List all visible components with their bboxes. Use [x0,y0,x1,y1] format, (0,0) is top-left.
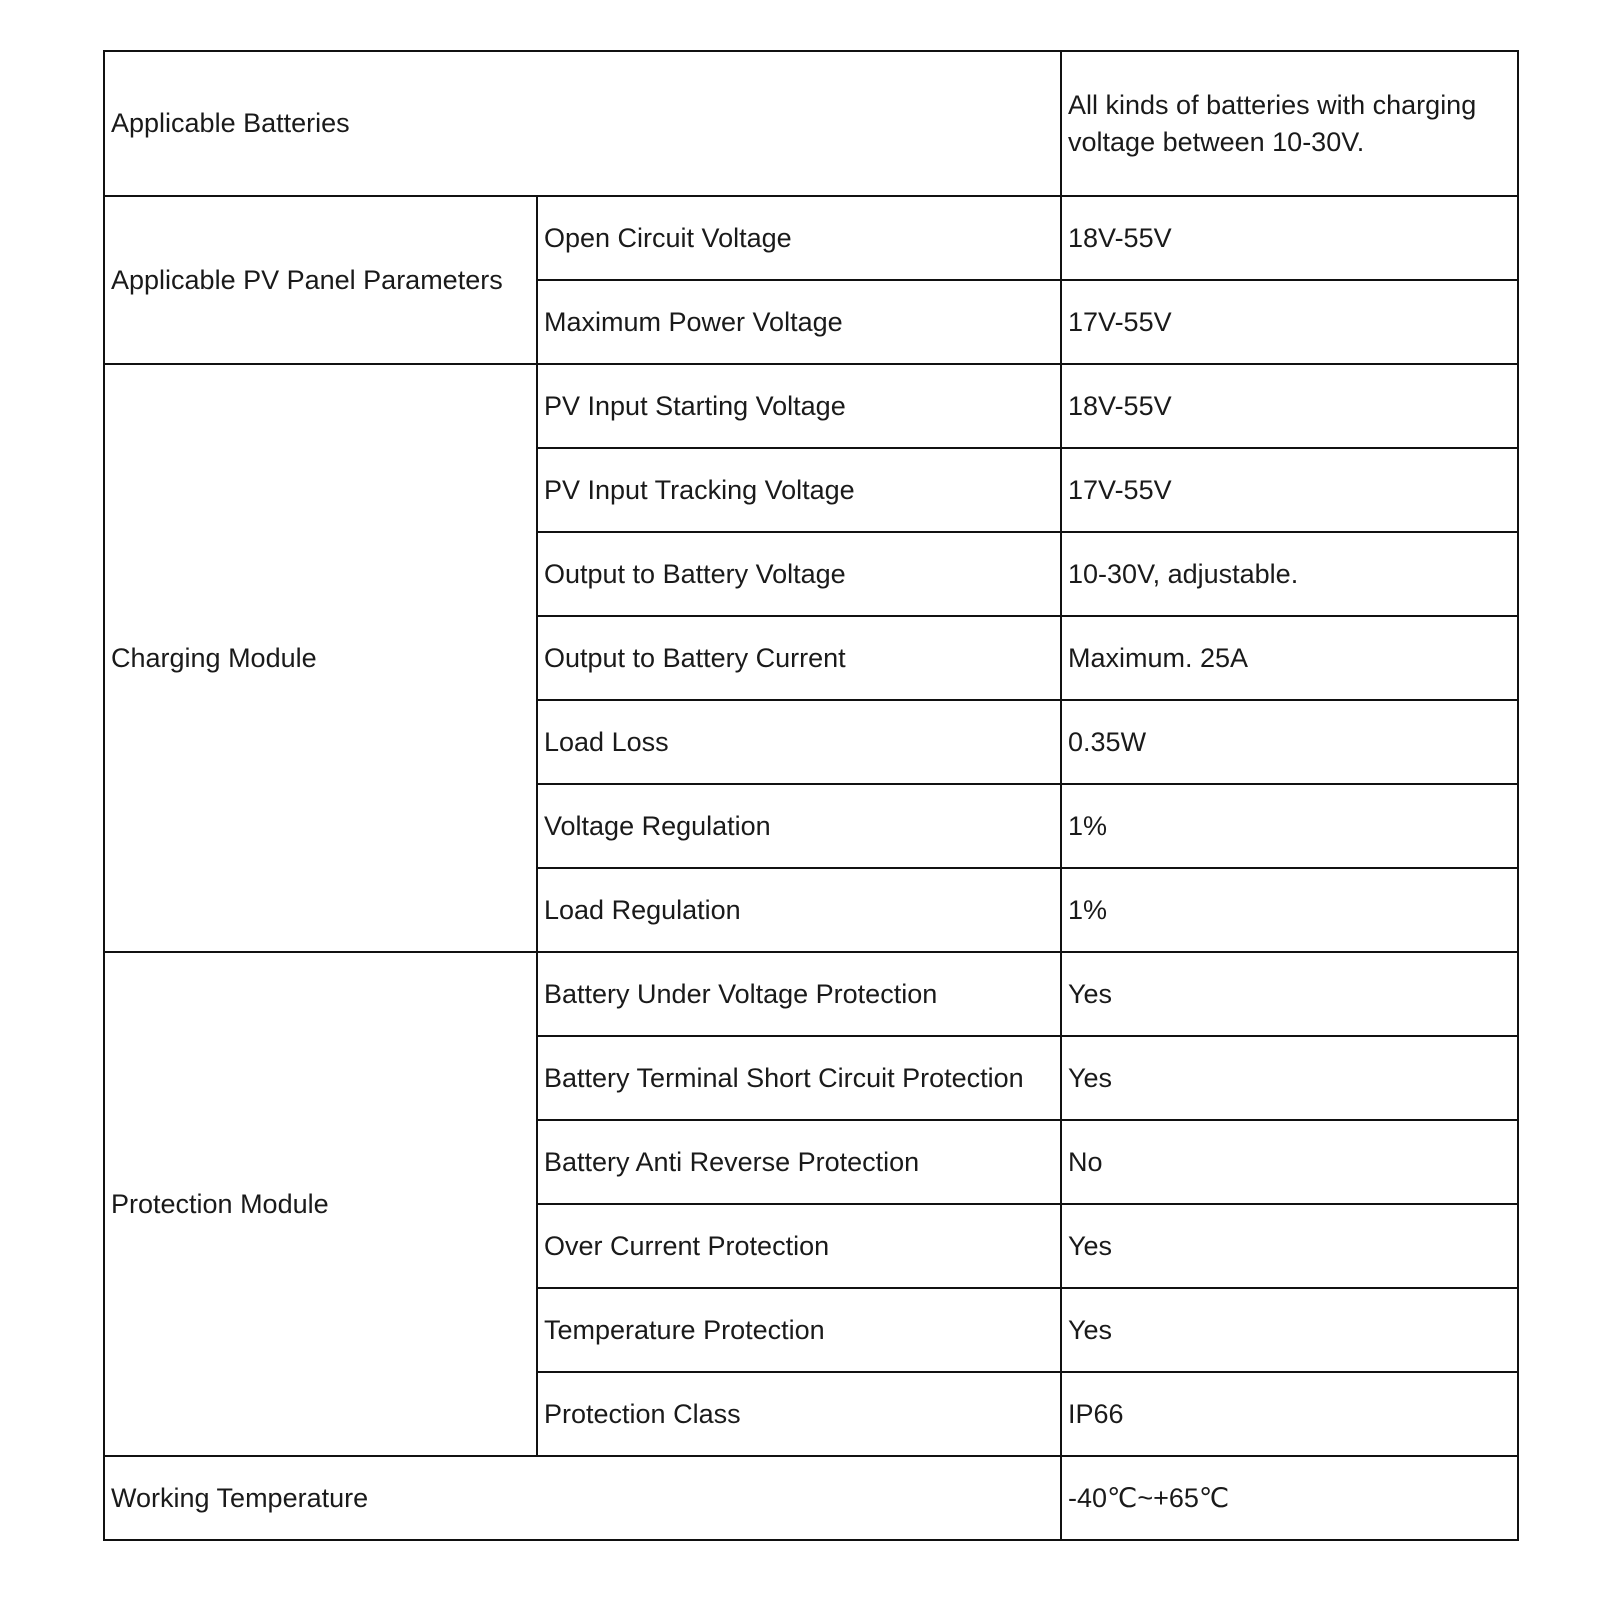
param-label: Load Regulation [537,868,1061,952]
table-row [104,1456,1518,1540]
param-value: IP66 [1061,1372,1518,1456]
spec-table [103,50,1519,1541]
param-value: Yes [1061,952,1518,1036]
param-label: PV Input Starting Voltage [537,364,1061,448]
value-working-temperature: -40℃~+65℃ [1061,1456,1518,1540]
param-label: Maximum Power Voltage [537,280,1061,364]
param-value: No [1061,1120,1518,1204]
param-value: 17V-55V [1061,280,1518,364]
param-value: 1% [1061,784,1518,868]
table-row [104,196,1518,280]
group-label-charging-module: Charging Module [104,364,537,952]
param-value: Yes [1061,1288,1518,1372]
group-label-applicable-batteries: Applicable Batteries [104,51,1061,196]
param-label: Protection Class [537,1372,1061,1456]
param-label: Battery Under Voltage Protection [537,952,1061,1036]
param-value: 17V-55V [1061,448,1518,532]
param-label: Output to Battery Current [537,616,1061,700]
table-row [104,51,1518,196]
param-label: Over Current Protection [537,1204,1061,1288]
param-label: Open Circuit Voltage [537,196,1061,280]
table-row [104,952,1518,1036]
table-row [104,364,1518,448]
param-value: Yes [1061,1204,1518,1288]
param-label: Temperature Protection [537,1288,1061,1372]
group-label-pv-panel: Applicable PV Panel Parameters [104,196,537,364]
param-value: 18V-55V [1061,364,1518,448]
param-label: Output to Battery Voltage [537,532,1061,616]
param-label: Voltage Regulation [537,784,1061,868]
group-label-protection-module: Protection Module [104,952,537,1456]
param-label: Battery Terminal Short Circuit Protection [537,1036,1061,1120]
group-label-working-temperature: Working Temperature [104,1456,1061,1540]
param-label: Load Loss [537,700,1061,784]
param-value: 1% [1061,868,1518,952]
param-label: PV Input Tracking Voltage [537,448,1061,532]
param-value: Maximum. 25A [1061,616,1518,700]
param-label: Battery Anti Reverse Protection [537,1120,1061,1204]
param-value: 10-30V, adjustable. [1061,532,1518,616]
value-applicable-batteries: All kinds of batteries with charging voltage between 10-30V. [1061,51,1518,196]
param-value: 0.35W [1061,700,1518,784]
param-value: Yes [1061,1036,1518,1120]
param-value: 18V-55V [1061,196,1518,280]
